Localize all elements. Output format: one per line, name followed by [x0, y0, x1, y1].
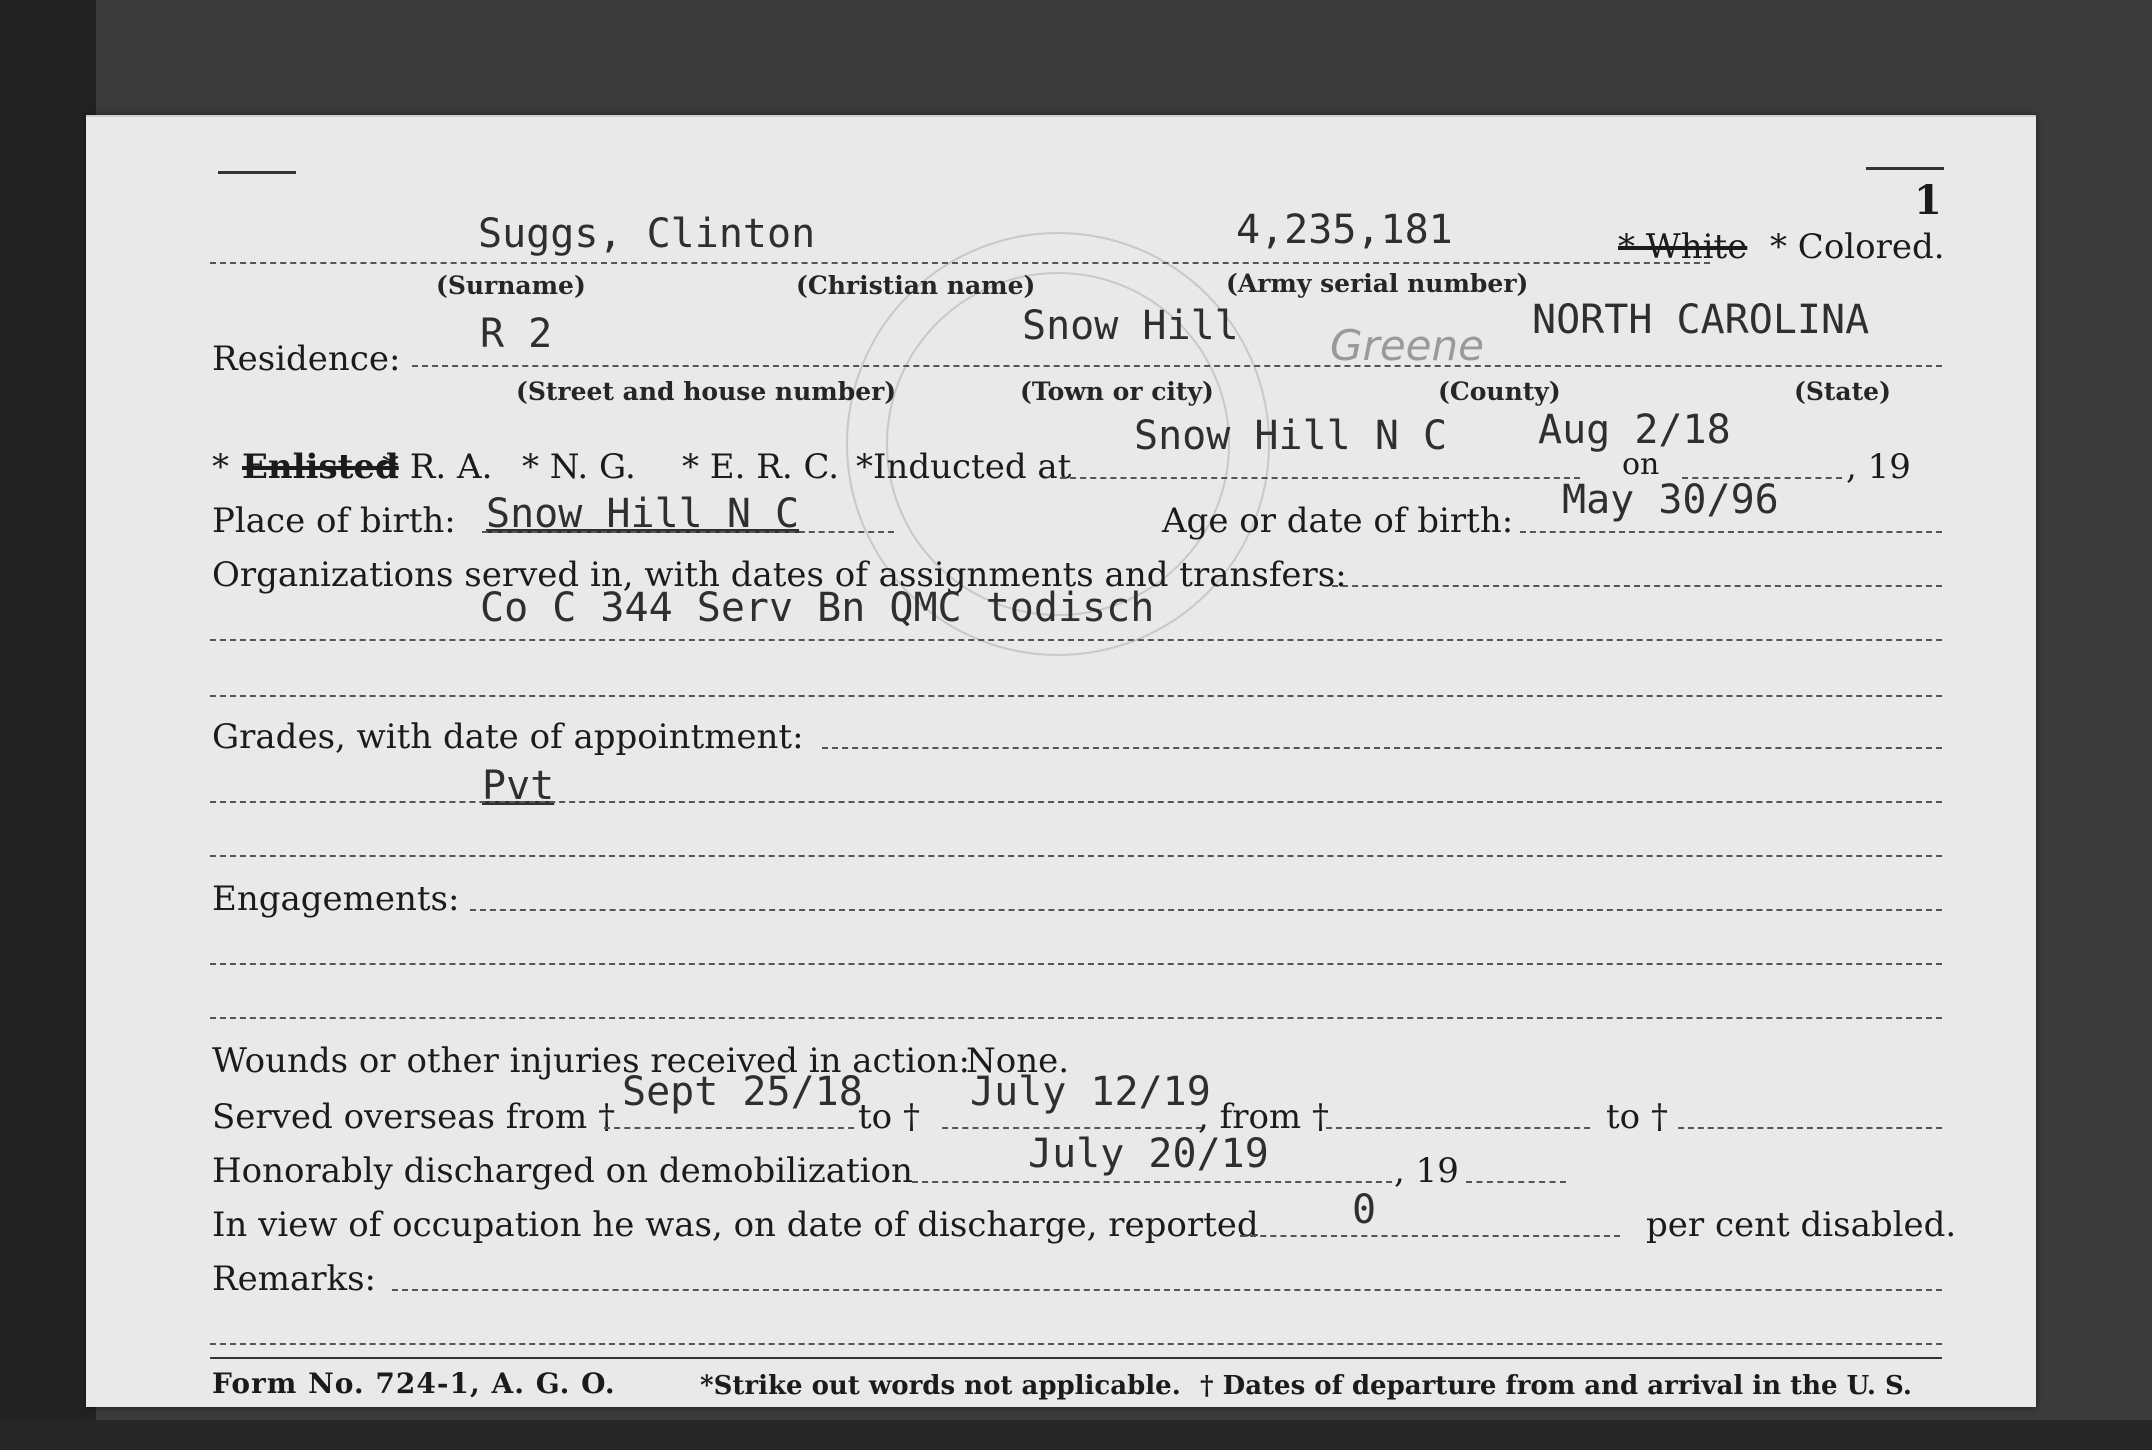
- residence-label: Residence:: [212, 339, 401, 379]
- organizations-line-1: [1332, 585, 1942, 587]
- scan-background-left: [0, 0, 96, 1450]
- organizations-label: Organizations served in, with dates of assignments and transfers:: [212, 555, 1347, 595]
- county-caption: (County): [1438, 377, 1561, 406]
- page-number: 1: [1914, 177, 1942, 224]
- top-right-rule: [1866, 167, 1944, 170]
- overseas-to-value: July 12/19: [970, 1069, 1211, 1115]
- top-left-rule: [218, 171, 296, 174]
- discharged-label: Honorably discharged on demobilization: [212, 1151, 913, 1191]
- soldier-name: Suggs, Clinton: [478, 211, 816, 257]
- state-caption: (State): [1794, 377, 1891, 406]
- organizations-value: Co C 344 Serv Bn QMC todisch: [480, 585, 1155, 631]
- surname-caption: (Surname): [436, 271, 586, 300]
- organizations-line-2: [210, 639, 1942, 641]
- wounds-value: None.: [966, 1041, 1070, 1081]
- name-line: [210, 262, 1710, 264]
- engagements-label: Engagements:: [212, 879, 460, 919]
- discharge-date-value: July 20/19: [1028, 1131, 1269, 1177]
- place-of-birth-line: [482, 531, 894, 533]
- occupation-label: In view of occupation he was, on date of discharge, reported: [212, 1205, 1259, 1245]
- place-of-birth-value: Snow Hill N C: [486, 491, 800, 537]
- wounds-label: Wounds or other injuries received in action:: [212, 1041, 970, 1081]
- enlisted-label: Enlisted: [242, 447, 399, 487]
- remarks-line-1: [392, 1289, 1942, 1291]
- percent-disabled-label: per cent disabled.: [1646, 1205, 1957, 1245]
- discharge-line: [912, 1181, 1392, 1183]
- footer-rule: [210, 1357, 1942, 1359]
- service-record-card: [86, 115, 2036, 1407]
- grade-value: Pvt: [482, 763, 555, 809]
- residence-county-pencil: Greene: [1330, 321, 1484, 370]
- town-caption: (Town or city): [1020, 377, 1214, 406]
- grades-label: Grades, with date of appointment:: [212, 717, 804, 757]
- serial-caption: (Army serial number): [1226, 269, 1529, 298]
- dob-line: [1520, 531, 1942, 533]
- dates-note: † Dates of departure from and arrival in the U. S.: [1200, 1371, 1912, 1401]
- discharge-year-suffix: , 19: [1394, 1151, 1459, 1191]
- engagements-line-1: [470, 909, 1942, 911]
- enlisted-star: *: [212, 447, 229, 487]
- overseas-to2-label: to †: [1606, 1097, 1668, 1137]
- date-of-birth-value: May 30/96: [1562, 477, 1779, 523]
- place-of-birth-label: Place of birth:: [212, 501, 456, 541]
- inducted-at-value: Snow Hill N C: [1134, 413, 1448, 459]
- form-number: Form No. 724-1, A. G. O.: [212, 1367, 616, 1400]
- overseas-from-line: [604, 1127, 854, 1129]
- serial-number: 4,235,181: [1236, 207, 1453, 253]
- residence-line: [412, 365, 1942, 367]
- percent-disabled-value: 0: [1352, 1187, 1377, 1233]
- engagements-line-3: [210, 1017, 1942, 1019]
- overseas-to2-line: [1678, 1127, 1942, 1129]
- overseas-from2-line: [1326, 1127, 1590, 1129]
- served-overseas-label: Served overseas from †: [212, 1097, 616, 1137]
- strike-note: *Strike out words not applicable.: [700, 1371, 1181, 1401]
- street-caption: (Street and house number): [516, 377, 897, 406]
- inducted-line: [1060, 477, 1580, 479]
- organizations-line-3: [210, 695, 1942, 697]
- remarks-line-2: [210, 1343, 1942, 1345]
- erc-label: * E. R. C.: [682, 447, 840, 487]
- race-colored: * Colored.: [1770, 227, 1945, 267]
- overseas-from2-label: , from †: [1198, 1097, 1329, 1137]
- ra-label: * R. A.: [382, 447, 493, 487]
- inducted-date-value: Aug 2/18: [1538, 407, 1731, 453]
- race-white: * White: [1618, 227, 1748, 267]
- overseas-from-value: Sept 25/18: [622, 1069, 863, 1115]
- grades-line-3: [210, 855, 1942, 857]
- percent-disabled-line: [1240, 1235, 1620, 1237]
- ng-label: * N. G.: [522, 447, 636, 487]
- residence-street: R 2: [480, 311, 553, 357]
- overseas-to-label: to †: [858, 1097, 920, 1137]
- grades-line-2: [210, 801, 1942, 803]
- on-label: on: [1622, 447, 1660, 482]
- discharge-year-line: [1466, 1181, 1566, 1183]
- residence-town: Snow Hill: [1022, 303, 1239, 349]
- grades-line-1: [822, 747, 1942, 749]
- inducted-year-suffix: , 19: [1846, 447, 1911, 487]
- overseas-to-line: [942, 1127, 1202, 1129]
- age-or-dob-label: Age or date of birth:: [1162, 501, 1514, 541]
- inducted-at-label: *Inducted at: [856, 447, 1072, 487]
- engagements-line-2: [210, 963, 1942, 965]
- scan-background-bottom: [0, 1420, 2152, 1450]
- christian-name-caption: (Christian name): [796, 271, 1036, 300]
- remarks-label: Remarks:: [212, 1259, 376, 1299]
- residence-state: NORTH CAROLINA: [1532, 297, 1870, 343]
